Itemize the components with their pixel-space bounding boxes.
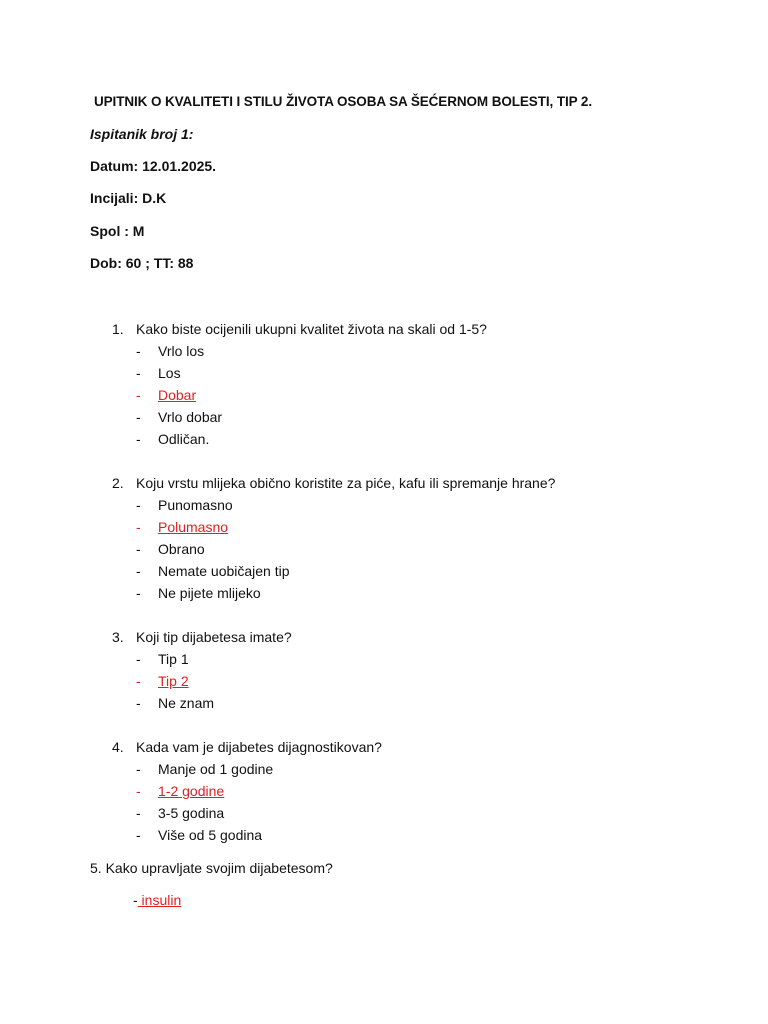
option-item <box>112 406 712 428</box>
question-number: 2. <box>112 475 124 491</box>
option-item-selected <box>112 516 712 538</box>
question-label: Kada vam je dijabetes dijagnostikovan? <box>136 739 382 755</box>
option-dash: - <box>136 563 141 579</box>
option-item <box>112 802 712 824</box>
option-label: Ne znam <box>158 695 215 711</box>
option-label: Tip 2 <box>158 673 189 689</box>
option-dash: - <box>136 541 141 557</box>
respondent-number: Ispitanik broj 1: <box>90 126 194 142</box>
question-text <box>112 626 712 648</box>
option-label: Ne pijete mlijeko <box>158 585 261 601</box>
option-label: Vrlo dobar <box>158 409 223 425</box>
option-dash: - <box>136 365 141 381</box>
date-field: Datum: 12.01.2025. <box>90 158 217 174</box>
option-label: Odličan. <box>158 431 210 447</box>
option-dash: - <box>136 695 141 711</box>
page-title: UPITNIK O KVALITETI I STILU ŽIVOTA OSOBA SA ŠEĆERNOM BOLESTI, TIP 2. <box>94 94 592 109</box>
option-dash: - <box>136 519 141 535</box>
question-label: Koju vrstu mlijeka obično koristite za piće, kafu ili spremanje hrane? <box>136 475 556 491</box>
option-dash: - <box>136 409 141 425</box>
age-weight-field: Dob: 60 ; TT: 88 <box>90 255 194 271</box>
option-item-selected <box>112 384 712 406</box>
option-label: Polumasno <box>158 519 229 535</box>
question-label: Koji tip dijabetesa imate? <box>136 629 292 645</box>
question-3 <box>112 626 712 714</box>
option-dash: - <box>136 431 141 447</box>
option-dash: - <box>136 761 141 777</box>
option-label: Los <box>158 365 181 381</box>
question-label: Kako biste ocijenili ukupni kvalitet života na skali od 1-5? <box>136 321 487 337</box>
option-item <box>112 692 712 714</box>
option-dash: - <box>136 783 141 799</box>
option-label: Dobar <box>158 387 197 403</box>
option-label: Punomasno <box>158 497 233 513</box>
option-item <box>112 340 712 362</box>
option-dash: - <box>136 805 141 821</box>
option-item <box>112 538 712 560</box>
answer-text-selected: insulin <box>137 892 182 908</box>
option-item <box>112 428 712 450</box>
option-label: Više od 5 godina <box>158 827 263 843</box>
question-1 <box>112 318 712 450</box>
option-item-selected <box>112 780 712 802</box>
option-label: Vrlo los <box>158 343 205 359</box>
option-item <box>112 582 712 604</box>
option-dash: - <box>136 585 141 601</box>
question-2 <box>112 472 712 604</box>
option-label: Tip 1 <box>158 651 189 667</box>
question-number: 3. <box>112 629 124 645</box>
question-text <box>112 318 712 340</box>
option-dash: - <box>136 497 141 513</box>
option-item <box>112 824 712 846</box>
option-item <box>112 362 712 384</box>
option-item <box>112 648 712 670</box>
question-text <box>112 472 712 494</box>
option-item <box>112 494 712 516</box>
option-dash: - <box>136 651 141 667</box>
option-label: Manje od 1 godine <box>158 761 274 777</box>
option-dash: - <box>136 343 141 359</box>
option-dash: - <box>136 673 141 689</box>
option-label: 3-5 godina <box>158 805 225 821</box>
option-item-selected <box>112 670 712 692</box>
question-number: 1. <box>112 321 124 337</box>
question-4 <box>112 736 712 846</box>
option-item <box>112 758 712 780</box>
question-5: 5. Kako upravljate svojim dijabetesom? <box>90 860 333 876</box>
sex-field: Spol : M <box>90 223 145 239</box>
option-dash: - <box>136 827 141 843</box>
initials-field: Incijali: D.K <box>90 190 167 206</box>
question-number: 4. <box>112 739 124 755</box>
question-text <box>112 736 712 758</box>
answer-dash: - <box>133 892 138 908</box>
option-dash: - <box>136 387 141 403</box>
option-label: Obrano <box>158 541 205 557</box>
option-item <box>112 560 712 582</box>
question-5-answer <box>133 889 181 911</box>
option-label: Nemate uobičajen tip <box>158 563 290 579</box>
option-label: 1-2 godine <box>158 783 225 799</box>
